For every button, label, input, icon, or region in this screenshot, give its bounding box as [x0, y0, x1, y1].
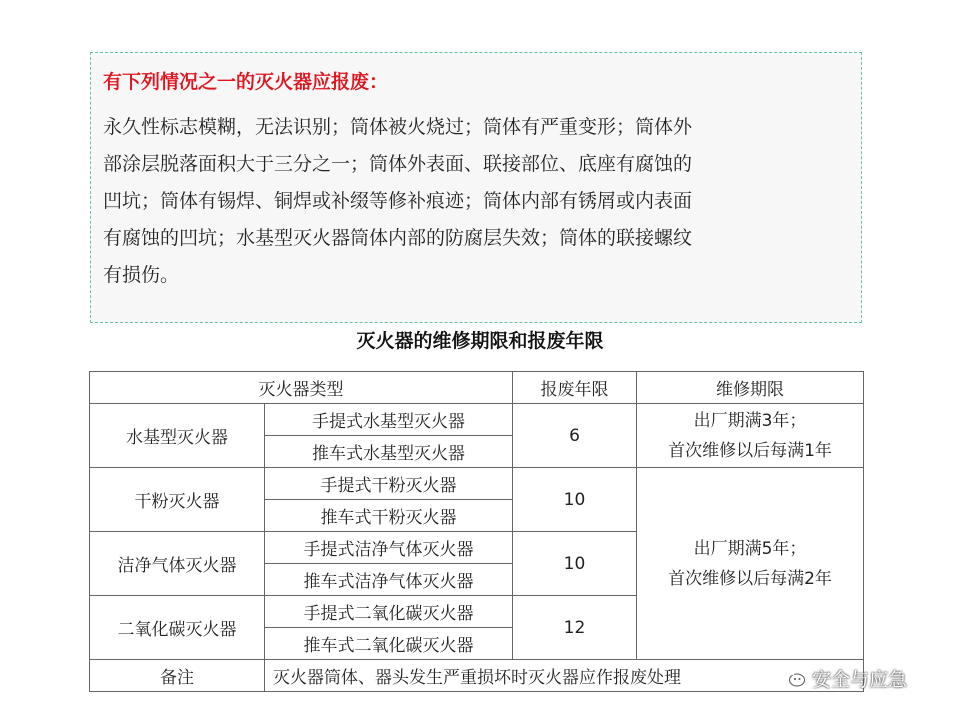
extinguisher-table [89, 371, 864, 692]
item-cell: 手提式二氧化碳灭火器 [265, 596, 513, 628]
category-cell: 干粉灭火器 [90, 468, 265, 532]
category-cell: 二氧化碳灭火器 [90, 596, 265, 660]
watermark-text: 安全与应急 [812, 668, 908, 691]
notice-line: 部涂层脱落面积大于三分之一；筒体外表面、联接部位、底座有腐蚀的 [103, 153, 693, 175]
notice-body [103, 109, 855, 294]
category-cell: 水基型灭火器 [90, 404, 265, 468]
table-row [90, 468, 864, 500]
table-row [90, 660, 864, 692]
notice-title: 有下列情况之一的灭火器应报废： [103, 71, 389, 93]
years-cell: 10 [513, 532, 637, 596]
notice-box [90, 52, 862, 323]
notice-line: 有腐蚀的凹坑；水基型灭火器筒体内部的防腐层失效；筒体的联接螺纹 [103, 227, 693, 249]
years-cell: 10 [513, 468, 637, 532]
item-cell: 推车式二氧化碳灭火器 [265, 628, 513, 660]
item-cell: 推车式洁净气体灭火器 [265, 564, 513, 596]
years-cell: 12 [513, 596, 637, 660]
item-cell: 手提式干粉灭火器 [265, 468, 513, 500]
item-cell: 推车式水基型灭火器 [265, 436, 513, 468]
maintenance-line: 首次维修以后每满2年 [668, 568, 832, 589]
notice-line: 凹坑；筒体有锡焊、铜焊或补缀等修补痕迹；筒体内部有锈屑或内表面 [103, 190, 693, 212]
header-maintenance: 维修期限 [637, 372, 864, 404]
item-cell: 手提式水基型灭火器 [265, 404, 513, 436]
header-scrap-years: 报废年限 [513, 372, 637, 404]
maintenance-cell [637, 404, 864, 468]
memo-label: 备注 [90, 660, 265, 692]
maintenance-line: 出厂期满3年； [693, 410, 807, 431]
wechat-icon [780, 667, 806, 689]
table-row [90, 404, 864, 436]
item-cell: 手提式洁净气体灭火器 [265, 532, 513, 564]
watermark [780, 664, 907, 692]
maintenance-line: 出厂期满5年； [693, 538, 807, 559]
table-header-row [90, 372, 864, 404]
category-cell: 洁净气体灭火器 [90, 532, 265, 596]
item-cell: 推车式干粉灭火器 [265, 500, 513, 532]
notice-line: 有损伤。 [103, 264, 180, 286]
years-cell: 6 [513, 404, 637, 468]
memo-text: 灭火器筒体、器头发生严重损坏时灭火器应作报废处理 [265, 660, 864, 692]
maintenance-cell [637, 468, 864, 660]
notice-line: 永久性标志模糊，无法识别；筒体被火烧过；筒体有严重变形；筒体外 [103, 116, 693, 138]
header-type: 灭火器类型 [90, 372, 513, 404]
table-title: 灭火器的维修期限和报废年限 [356, 330, 604, 352]
maintenance-line: 首次维修以后每满1年 [668, 440, 832, 461]
